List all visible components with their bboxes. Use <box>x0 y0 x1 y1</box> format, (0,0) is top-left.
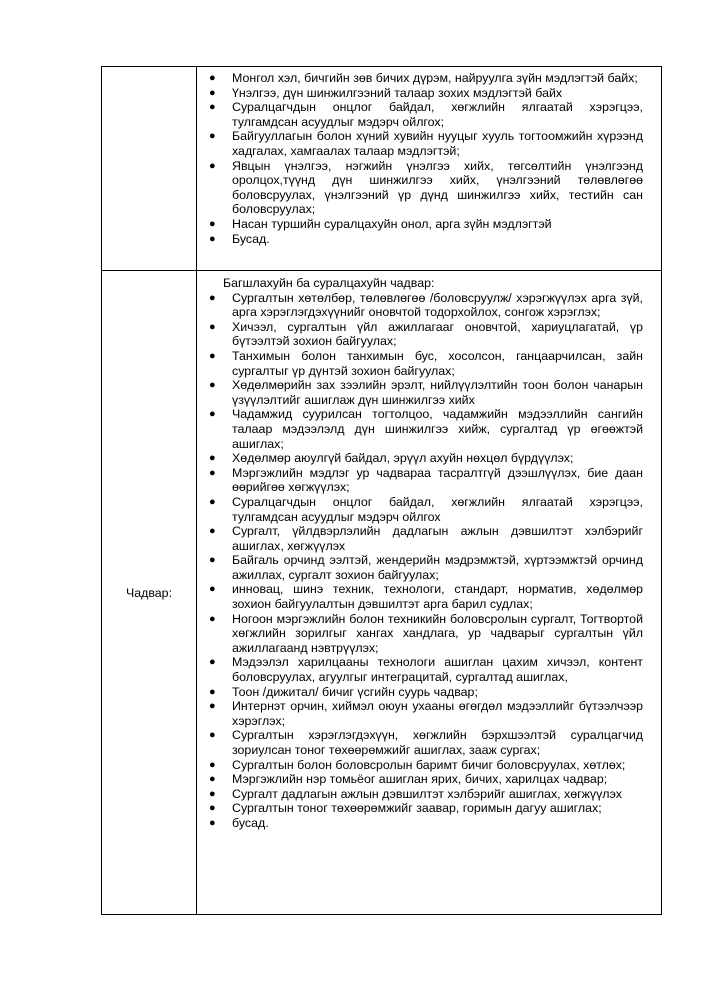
row-label-cell <box>102 271 197 915</box>
list-item <box>203 129 643 158</box>
list-item-text: Хөдөлмөр аюулгүй байдал, эрүүл ахуйн нөхцөл бүрдүүлэх; <box>232 451 574 466</box>
list-item-text: Байгууллагын болон хүний хувийн нууцыг хууль тогтоомжийн хүрээнд хадгалах, хамгаалах талаар мэдлэгтэй; <box>232 129 643 158</box>
bullet-dot-icon: ● <box>209 758 216 771</box>
table-row <box>102 271 662 915</box>
bullet-dot-icon: ● <box>209 349 216 362</box>
knowledge-bullet-list <box>203 71 643 246</box>
list-item <box>203 320 643 349</box>
bullet-dot-icon: ● <box>209 495 216 508</box>
list-item <box>203 100 643 129</box>
list-item <box>203 349 643 378</box>
list-item-text: Интернэт орчин, хиймэл оюун ухааны өгөгдөл мэдээллийг бүтээлчээр хэрэглэх; <box>232 699 643 728</box>
bullet-dot-icon: ● <box>209 379 216 392</box>
list-item-text: Сургалтын тоног төхөөрөмжийг заавар, горимын дагуу ашиглах; <box>232 801 602 816</box>
row-content-cell <box>197 67 662 271</box>
list-item <box>203 685 643 700</box>
list-item <box>203 787 643 802</box>
list-item-text: Монгол хэл, бичгийн зөв бичих дүрэм, найруулга зүйн мэдлэгтэй байх; <box>232 71 638 85</box>
list-item <box>203 378 643 407</box>
bullet-dot-icon: ● <box>209 729 216 742</box>
bullet-dot-icon: ● <box>209 773 216 786</box>
list-item-text: Суралцагчдын онцлог байдал, хөгжлийн ялгаатай хэрэгцээ, тулгамдсан асуудлыг мэдэрч ойлгох <box>232 494 643 524</box>
requirements-table <box>101 66 662 915</box>
list-item-text: Үнэлгээ, дүн шинжилгээний талаар зохих мэдлэгтэй байх <box>232 85 563 100</box>
bullet-dot-icon: ● <box>209 217 216 230</box>
list-item <box>203 772 643 787</box>
skills-bullet-list <box>203 291 643 831</box>
list-item-text: Хичээл, сургалтын үйл ажиллагааг оновчтой, хариуцлагатай, үр бүтээлтэй зохион байгуулах; <box>232 319 643 349</box>
list-item-text: Мэргэжлийн мэдлэг ур чадвараа тасралтгүй дээшлүүлэх, бие даан өөрийгөө хөгжүүлэх; <box>232 465 643 495</box>
bullet-dot-icon: ● <box>209 583 216 596</box>
list-item <box>203 232 643 247</box>
list-item-text: Байгаль орчинд ээлтэй, жендерийн мэдрэмжтэй, хүртээмжтэй орчинд ажиллах, сургалт зохион байгуулах; <box>232 553 643 582</box>
list-item <box>203 699 643 728</box>
bullet-dot-icon: ● <box>209 554 216 567</box>
bullet-dot-icon: ● <box>209 291 216 304</box>
list-item <box>203 758 643 773</box>
row-content-cell <box>197 271 662 915</box>
list-item-text: Сургалт дадлагын ажлын дэвшилтэт хэлбэрийг ашиглах, хөгжүүлэх <box>232 786 622 801</box>
list-item <box>203 582 643 611</box>
list-item-text: Танхимын болон танхимын бус, хосолсон, ганцаарчилсан, зайн сургалтыг үр дүнтэй зохион байгуулах; <box>232 348 643 378</box>
bullet-dot-icon: ● <box>209 612 216 625</box>
list-item <box>203 407 643 451</box>
bullet-dot-icon: ● <box>209 101 216 114</box>
list-item-text: бусад. <box>232 815 269 830</box>
row-label-skills: Чадвар: <box>125 585 173 600</box>
table-row <box>102 67 662 271</box>
list-item <box>203 86 643 101</box>
list-item <box>203 217 643 232</box>
bullet-dot-icon: ● <box>209 802 216 815</box>
list-item <box>203 466 643 495</box>
list-item <box>203 728 643 757</box>
bullet-dot-icon: ● <box>209 86 216 99</box>
list-item-text: Ногоон мэргэжлийн болон техникийн боловсролын сургалт, Тогтвортой хөгжлийн зорилгыг хангах хандлага, ур чадварыг сургалтын үйл ажиллагаанд нэвтрүүлэх; <box>232 611 643 655</box>
list-item <box>203 71 643 86</box>
bullet-dot-icon: ● <box>209 787 216 800</box>
bullet-dot-icon: ● <box>209 408 216 421</box>
list-item <box>203 816 643 831</box>
list-item-text: Насан туршийн суралцахуйн онол, арга зүйн мэдлэгтэй <box>232 216 552 231</box>
list-item <box>203 291 643 320</box>
list-item-text: Явцын үнэлгээ, нэгжийн үнэлгээ хийх, төгсөлтийн үнэлгээнд оролцох,түүнд дүн шинжилгээ хийх, үнэлгээний төлөвлөгөө боловсруулах, үнэлгээний үр дүнд шинжилгээ хийх, тестийн сан боловсруулах; <box>232 158 643 217</box>
bullet-dot-icon: ● <box>209 700 216 713</box>
list-item-text: Сургалт, үйлдвэрлэлийн дадлагын ажлын дэвшилтэт хэлбэрийг ашиглах, хөгжүүлэх <box>232 524 643 553</box>
list-item <box>203 801 643 816</box>
list-item <box>203 495 643 524</box>
list-item <box>203 612 643 656</box>
list-item-text: инновац, шинэ техник, технологи, стандарт, норматив, хөдөлмөр зохион байгуулалтын дэвшилтэт арга барил судлах; <box>232 582 643 612</box>
list-item-text: Мэргэжлийн нэр томьёог ашиглан ярих, бичих, харилцах чадвар; <box>232 772 608 787</box>
row-label-cell <box>102 67 197 271</box>
list-item-text: Чадамжид суурилсан тогтолцоо, чадамжийн мэдээллийн сангийн талаар мэдээлэлд дүн шинжилгээ хийж, сургалтад үр өгөөжтэй ашиглах; <box>232 407 643 451</box>
list-item-text: Бусад. <box>232 231 270 246</box>
bullet-dot-icon: ● <box>209 685 216 698</box>
bullet-dot-icon: ● <box>209 320 216 333</box>
bullet-dot-icon: ● <box>209 656 216 669</box>
list-item-text: Мэдээлэл харилцааны технологи ашиглан цахим хичээл, контент боловсруулах, агуулгыг интеграцитай, сургалтад ашиглах, <box>232 655 643 685</box>
list-item <box>203 451 643 466</box>
list-item <box>203 655 643 684</box>
list-item <box>203 524 643 553</box>
bullet-dot-icon: ● <box>209 72 216 84</box>
list-item <box>203 553 643 582</box>
list-item-text: Сургалтын болон боловсролын баримт бичиг боловсруулах, хөтлөх; <box>232 757 626 772</box>
bullet-dot-icon: ● <box>209 232 216 245</box>
bullet-dot-icon: ● <box>209 130 216 143</box>
section-heading: Багшлахуйн ба суралцахуйн чадвар: <box>223 276 435 290</box>
bullet-dot-icon: ● <box>209 159 216 172</box>
list-item-text: Тоон /дижитал/ бичиг үсгийн суурь чадвар; <box>232 684 478 699</box>
list-item <box>203 159 643 217</box>
bullet-dot-icon: ● <box>209 816 216 829</box>
list-item-text: Сургалтын хөтөлбөр, төлөвлөгөө /боловсруулж/ хэрэгжүүлэх арга зүй, арга хэрэглэгдэхүүнийг оновчтой тодорхойлох, сонгож хэрэглэх; <box>232 290 643 320</box>
bullet-dot-icon: ● <box>209 452 216 465</box>
list-item-text: Сургалтын хэрэглэгдэхүүн, хөгжлийн бэрхшээлтэй суралцагчид зориулсан тоног төхөөрөмжийг ашиглах, зааж сургах; <box>232 728 643 757</box>
bullet-dot-icon: ● <box>209 466 216 479</box>
list-item-text: Хөдөлмөрийн зах зээлийн эрэлт, нийлүүлэлтийн тоон болон чанарын үзүүлэлтийг ашиглаж дүн шинжилгээ хийх <box>232 378 643 407</box>
bullet-dot-icon: ● <box>209 525 216 538</box>
list-item-text: Суралцагчдын онцлог байдал, хөгжлийн ялгаатай хэрэгцээ, тулгамдсан асуудлыг мэдэрч ойлгох; <box>232 100 643 129</box>
